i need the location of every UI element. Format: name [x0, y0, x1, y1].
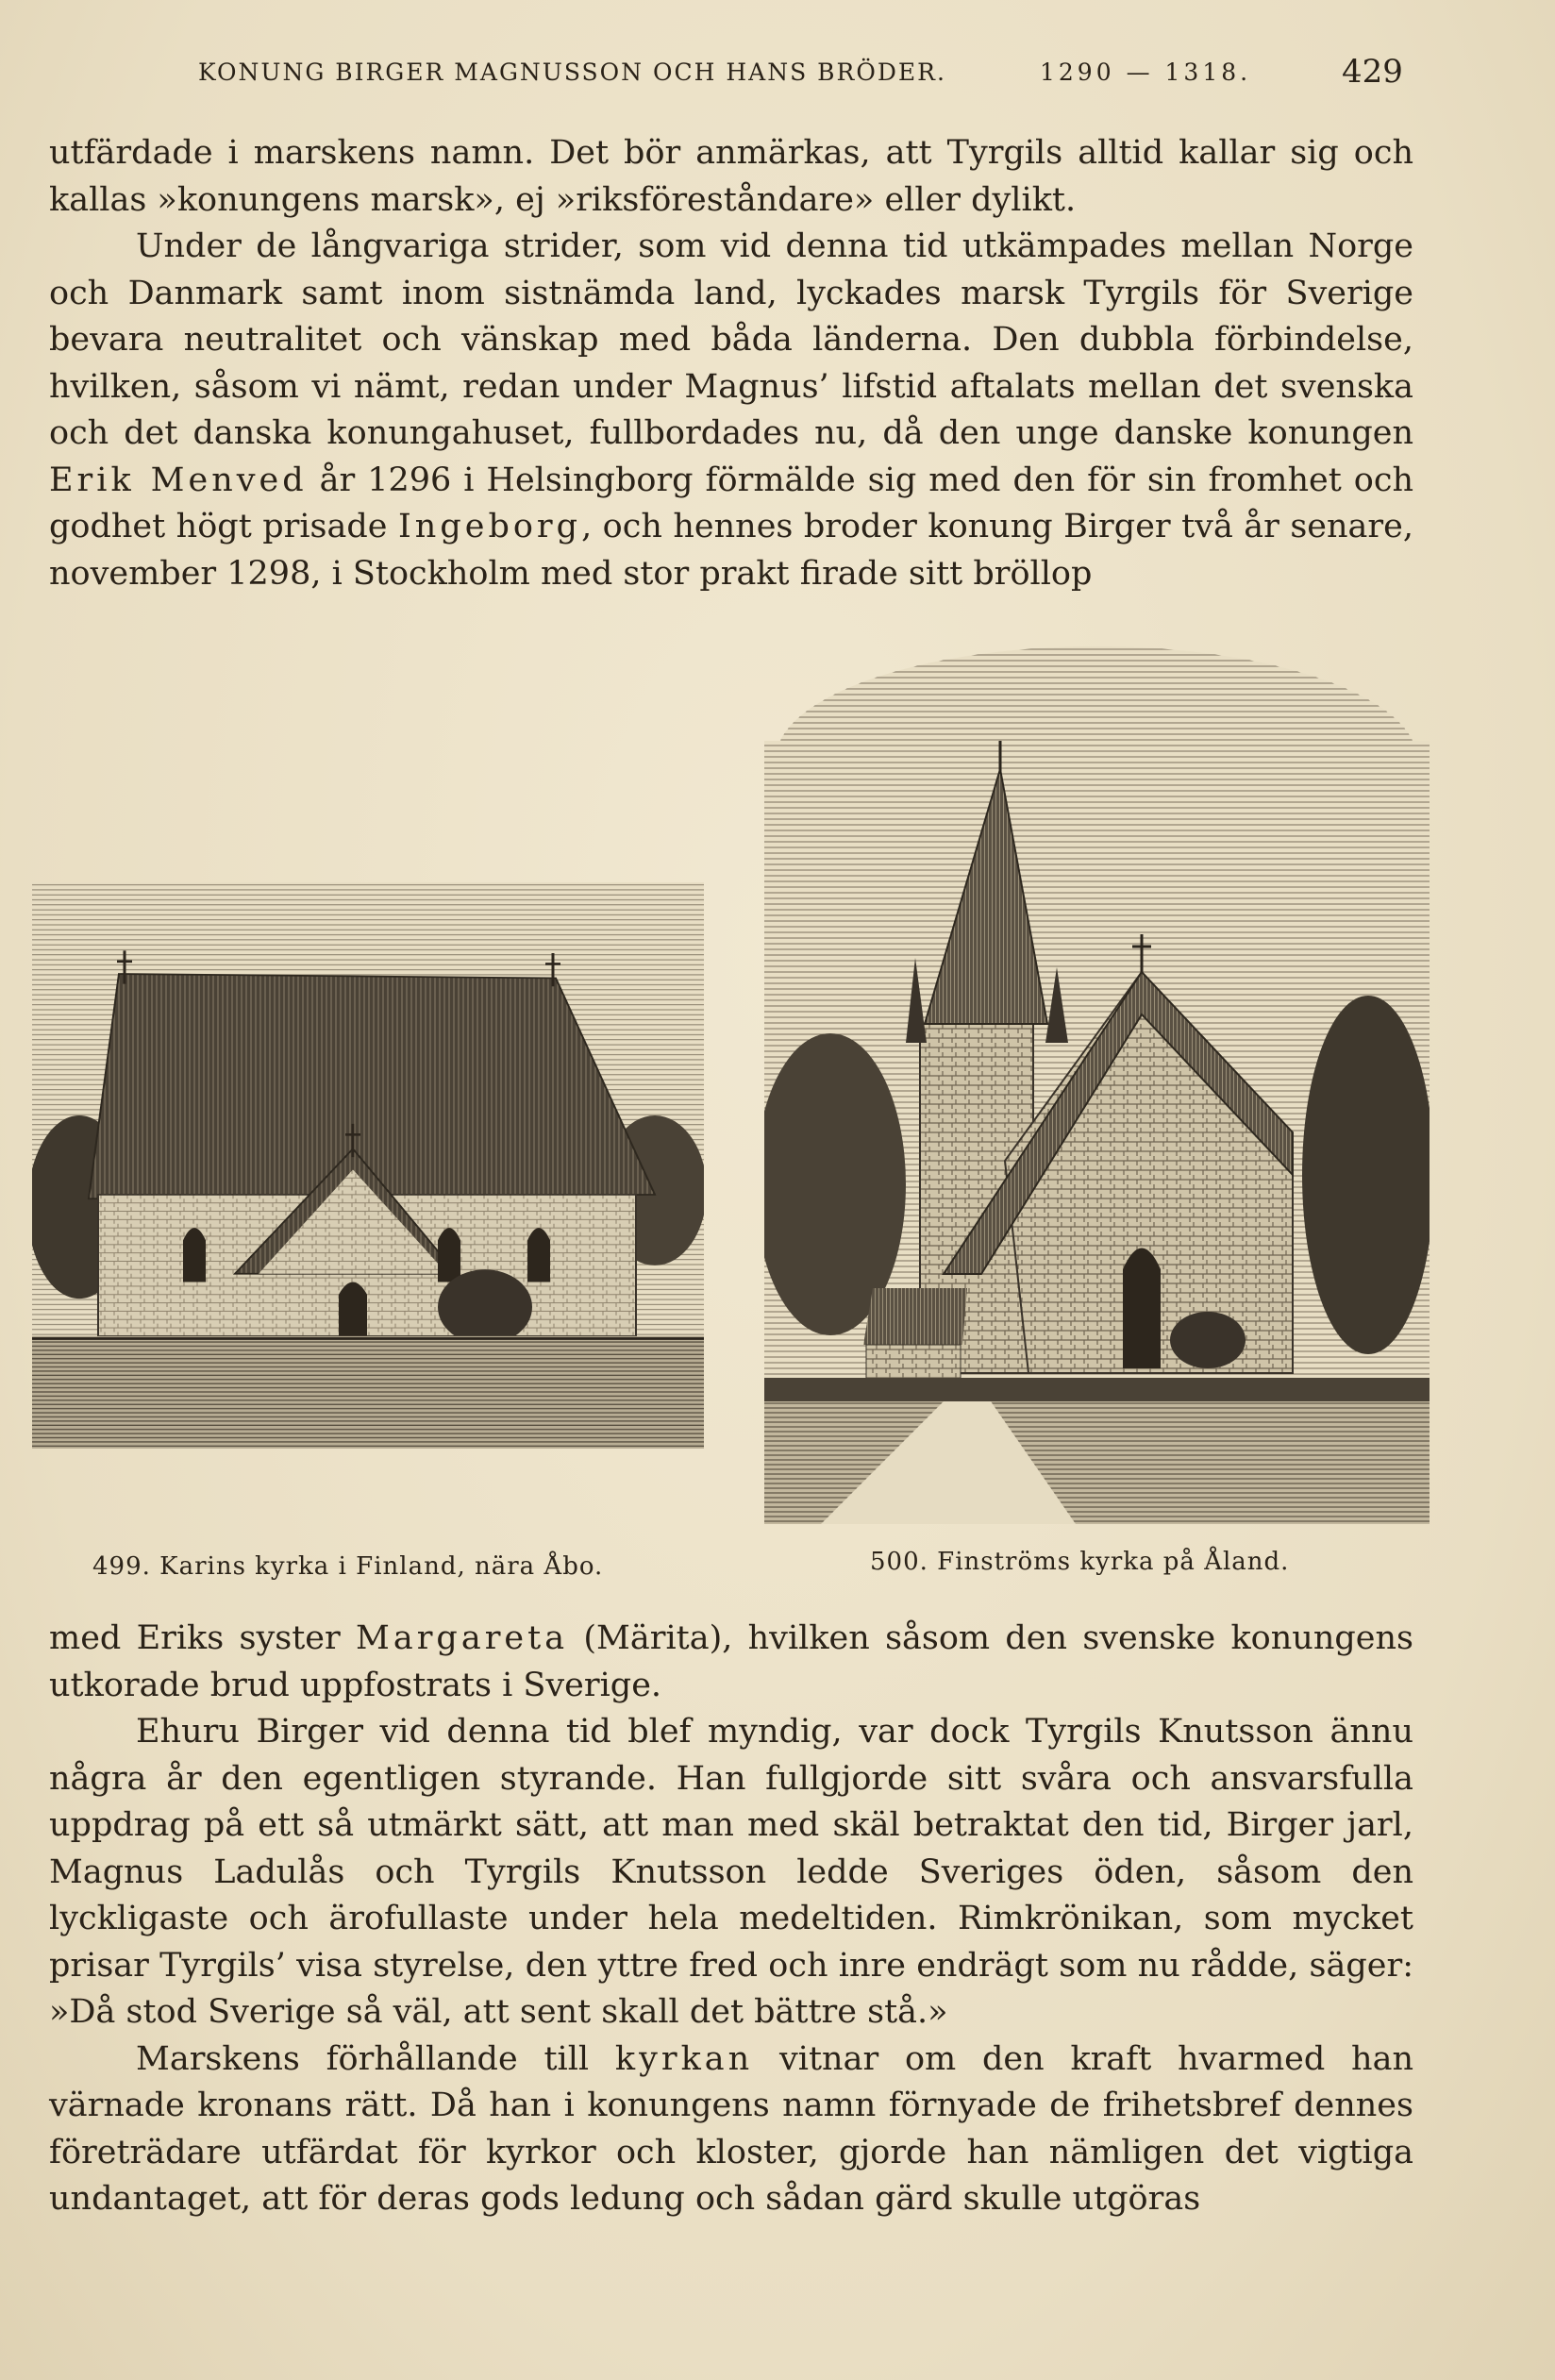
paragraph-text: utfärdade i marskens namn. Det bör anmärkas, att Tyrgils alltid kallar sig och kallas »konungens marsk», ej »riksföreståndare» eller dylikt. — [49, 134, 1413, 219]
running-head-title: KONUNG BIRGER MAGNUSSON OCH HANS BRÖDER. — [198, 59, 946, 86]
figure-number-500: 500. — [870, 1548, 928, 1576]
paragraph-text: , och hennes broder konung Birger två år senare, november 1298, i Stockholm med stor prakt firade sitt bröllop — [49, 508, 1413, 593]
figure-caption-500 — [870, 1548, 1289, 1576]
paragraph-1 — [49, 130, 1413, 224]
paragraph-text: vitnar om den kraft hvarmed han värnade kronans rätt. Då han i konungens namn förnyade de frihetsbref dennes företrädare utfärdat för kyrkor och kloster, gjorde han nämligen det vigtiga undantaget, att för deras gods ledung och sådan gärd skulle utgöras — [49, 2039, 1413, 2218]
paragraph-text: år 1296 i Helsingborg förmälde sig med den för sin fromhet och godhet högt prisade — [49, 461, 1413, 545]
running-head — [0, 53, 1555, 96]
paragraph-5 — [49, 2036, 1413, 2223]
paragraph-3 — [49, 1616, 1413, 1709]
emphasized-name: Margareta — [355, 1619, 569, 1657]
figure-caption-499 — [92, 1552, 603, 1581]
paragraph-text: med Eriks syster — [49, 1619, 356, 1657]
page-number: 429 — [1342, 53, 1403, 91]
paragraph-text: Ehuru Birger vid denna tid blef myndig, var dock Tyrgils Knutsson ännu några år den egentligen styrande. Han fullgjorde sitt svåra och ansvarsfulla uppdrag på ett så utmärkt sätt, att man med skäl betraktat den tid, Birger jarl, Magnus Ladulås och Tyrgils Knutsson ledde Sveriges öden, såsom den lyckligaste och ärofullaste under hela medeltiden. Rimkrönikan, som mycket prisar Tyrgils’ visa styrelse, den yttre fred och inre endrägt som nu rådde, säger: »Då stod Sverige så väl, att sent skall det bättre stå.» — [49, 1713, 1413, 2031]
text-block-bottom — [49, 1616, 1413, 2223]
paragraph-2 — [49, 224, 1413, 597]
figure-number-499: 499. — [92, 1552, 151, 1581]
karins-church-engraving — [32, 882, 704, 1449]
emphasized-name: kyrkan — [614, 2039, 754, 2078]
text-block-top — [49, 130, 1413, 597]
figure-499-karins-church — [32, 882, 704, 1524]
emphasized-name: Erik Menved — [49, 461, 308, 499]
paragraph-text: (Märita), hvilken såsom den svenske konungens utkorade brud uppfostrats i Sverige. — [49, 1619, 1413, 1704]
paragraph-text: Under de långvariga strider, som vid denna tid utkämpades mellan Norge och Danmark samt inom sistnämda land, lyckades marsk Tyrgils för Sverige bevara neutralitet och vänskap med båda länderna. Den dubbla förbindelse, hvilken, såsom vi nämt, redan under Magnus’ lifstid aftalats mellan det svenska och det danska konungahuset, fullbordades nu, då den unge danske konungen — [49, 227, 1413, 452]
emphasized-name: Ingeborg — [397, 508, 582, 545]
figure-500-finstrom-church — [764, 646, 1430, 1524]
paragraph-text: Marskens förhållande till — [136, 2039, 615, 2078]
paragraph-4 — [49, 1709, 1413, 2036]
running-head-years: 1290 — 1318. — [1040, 59, 1252, 86]
figure-title-500: Finströms kyrka på Åland. — [937, 1548, 1290, 1576]
finstrom-church-engraving — [764, 646, 1430, 1524]
figure-title-499: Karins kyrka i Finland, nära Åbo. — [159, 1552, 604, 1581]
